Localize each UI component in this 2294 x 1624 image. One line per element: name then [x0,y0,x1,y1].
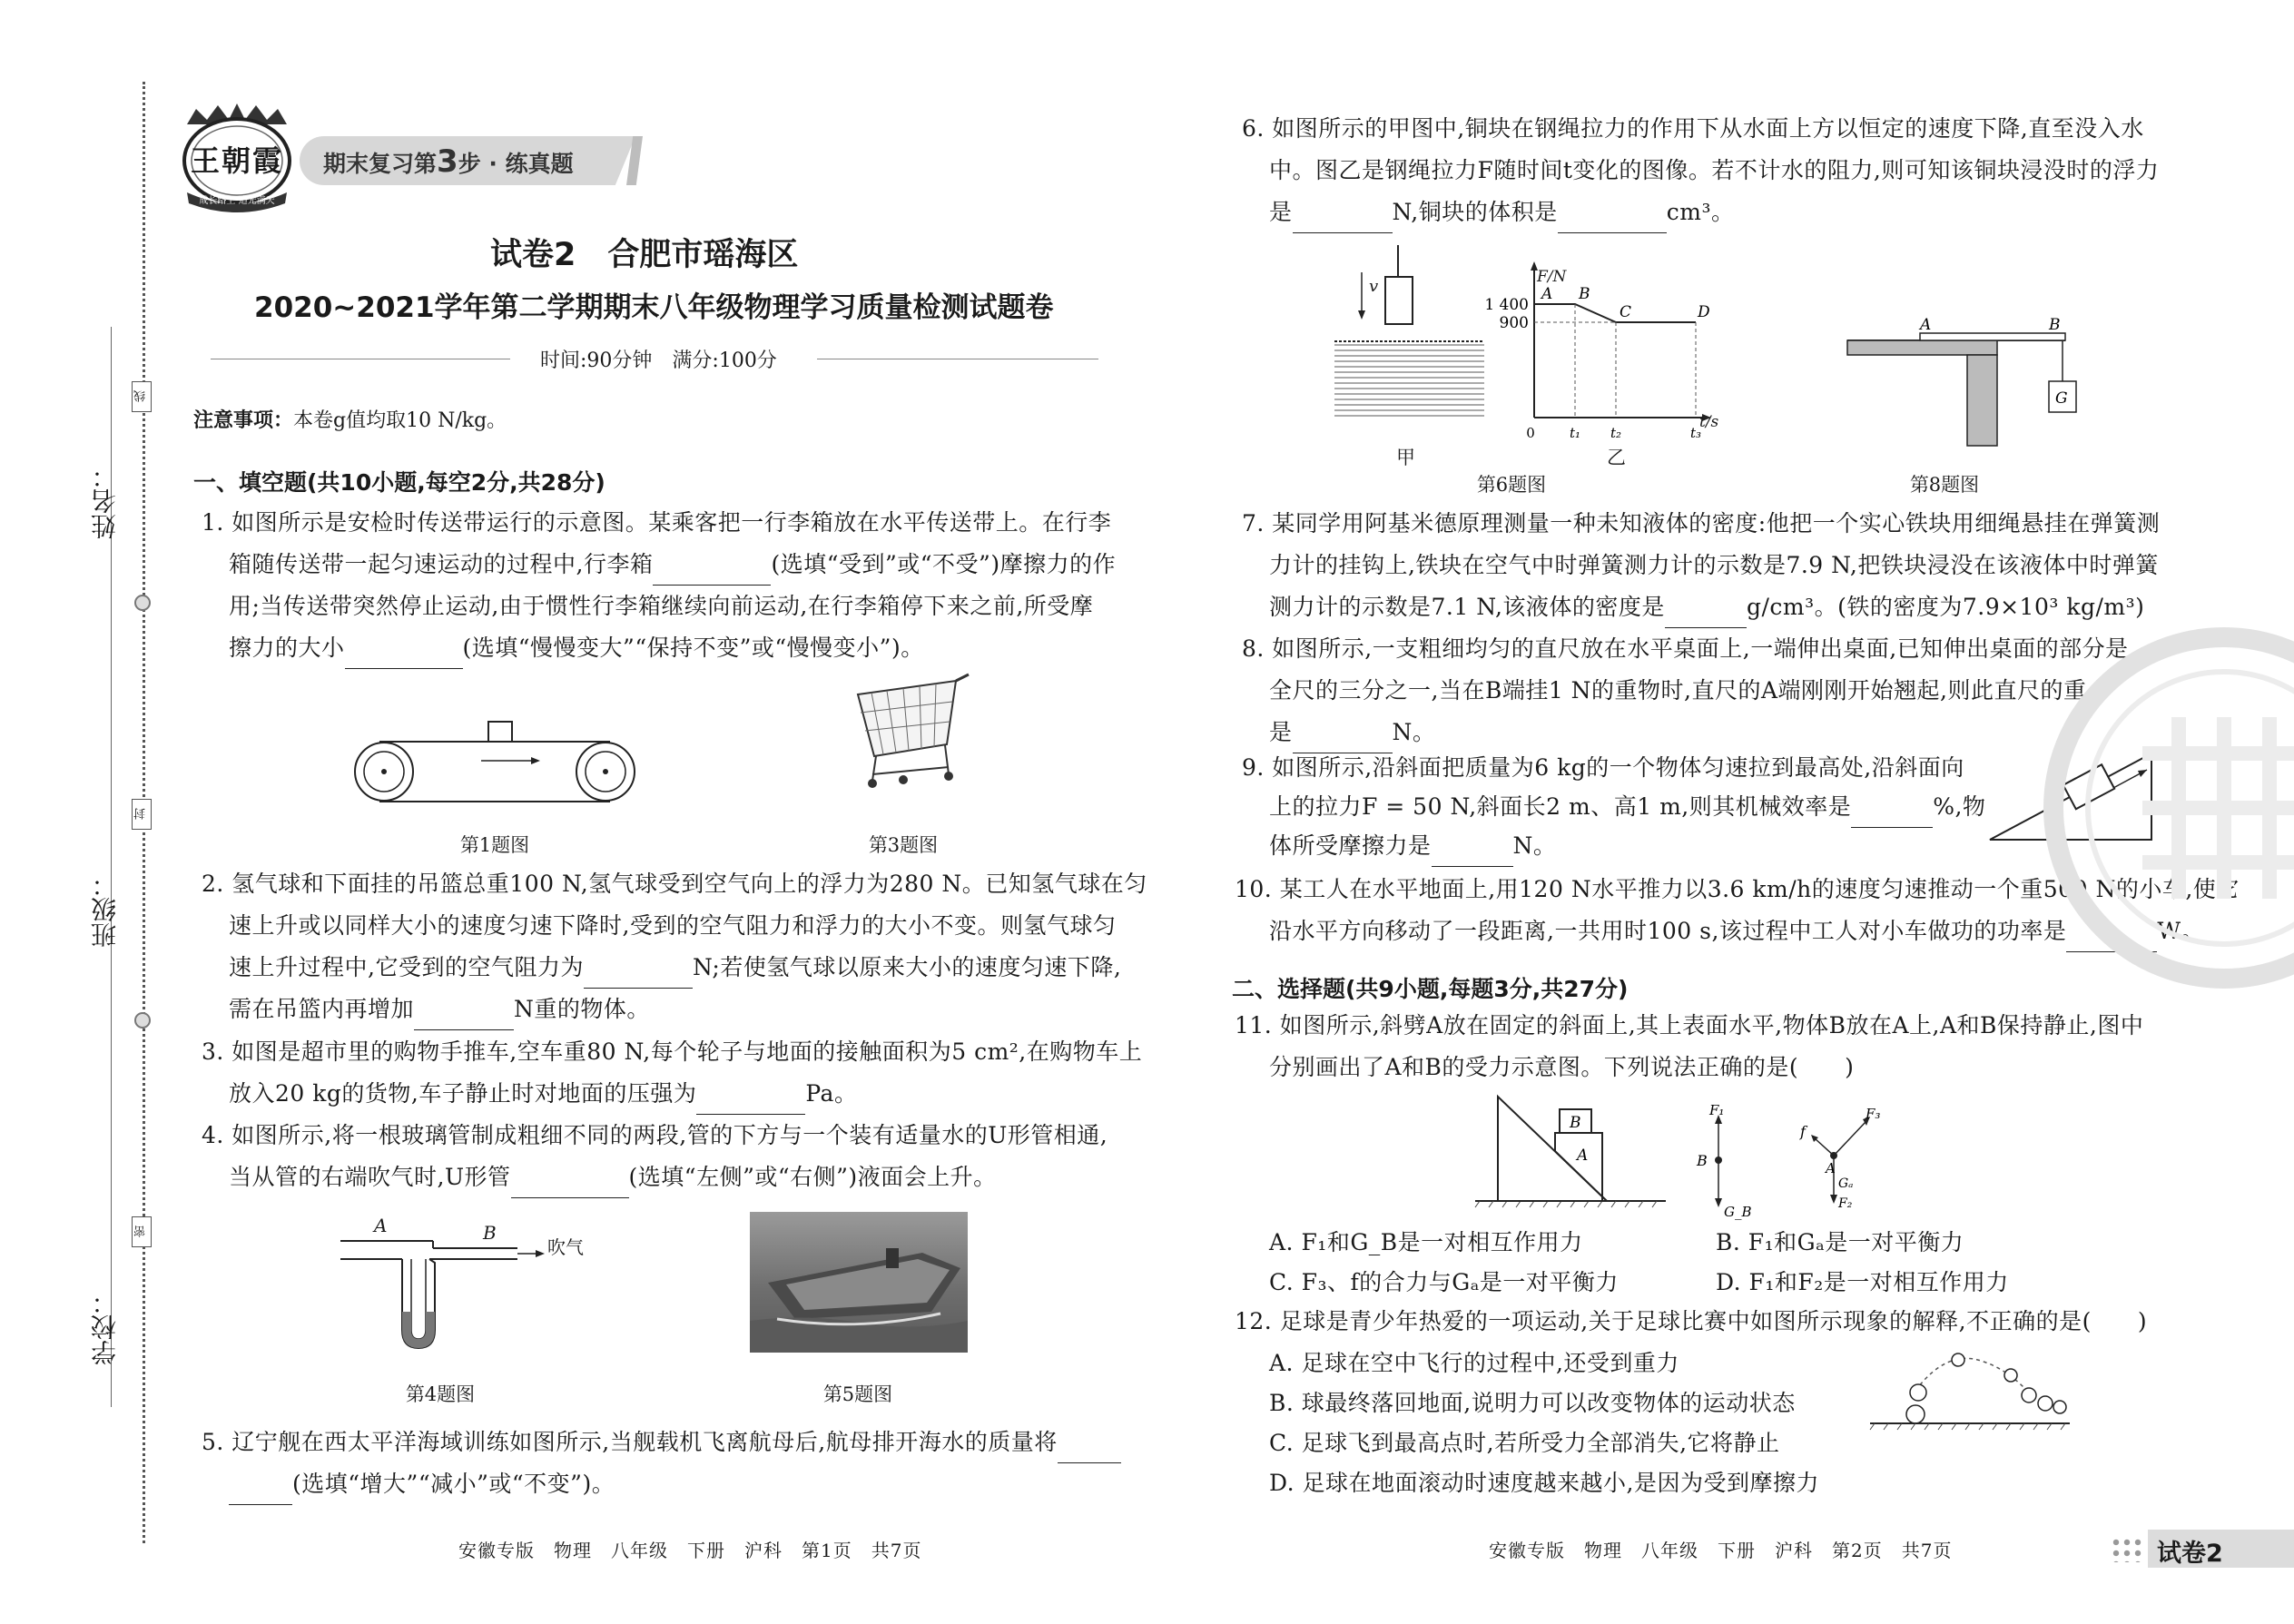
binding-mark-seal: 封 [132,799,152,830]
q5-line2-text: (选填“增大”“减小”或“不变”)。 [292,1471,615,1497]
q9-blank-2[interactable] [1432,842,1513,867]
q11-line1: 11. 如图所示,斜劈A放在固定的斜面上,其上表面水平,物体B放在A上,A和B保持静止,图中 [1235,1012,2144,1038]
figure-1-conveyor [354,717,635,808]
force-a-point-label: A [1826,1160,1836,1176]
banner-prefix: 期末复习第 [323,151,438,177]
name-label: 姓名： [90,463,120,539]
q6-line3-c: cm³。 [1666,199,1735,225]
figure-5-photo [750,1212,968,1353]
force-gb-label: G_B [1724,1204,1752,1220]
force-f-small-label: f [1800,1123,1806,1140]
q4-blank[interactable] [511,1173,629,1198]
q6-line3 [1269,192,1734,233]
weight-g-label: G [2055,389,2068,408]
figure-6-caption: 第6题图 [1476,474,1547,496]
force-f2-label: F₂ [1838,1196,1853,1211]
water-hatch [1334,345,1484,416]
exam-meta: 时间:90分钟 满分:100分 [540,349,777,372]
figure-3-caption: 第3题图 [868,834,939,856]
figure-6-xlabel: t/s [1699,413,1719,431]
force-f3-label: F₃ [1866,1106,1881,1122]
q1-line2-a: 箱随传送带一起匀速运动的过程中,行李箱 [229,551,654,577]
q6-line3-a: 是 [1269,199,1293,225]
q3-line2-a: 放入20 kg的货物,车子静止时对地面的压强为 [229,1080,697,1107]
q2-line4-a: 需在吊篮内再增加 [229,996,415,1022]
notice-label: 注意事项： [193,409,294,432]
q2-blank-2[interactable] [414,1005,514,1030]
q7-line2: 力计的挂钩上,铁块在空气中时弹簧测力计的示数是7.9 N,把铁块浸没在该液体中时弹簧 [1269,552,2159,578]
binding-circle-2 [134,1012,151,1029]
figure-4-caption: 第4题图 [405,1383,476,1405]
q3-line2-b: Pa。 [805,1080,858,1107]
banner-step: 3 [437,143,458,180]
logo-text: 王朝霞 [190,143,283,178]
q10-line1: 10. 某工人在水平地面上,用120 N水平推力以3.6 km/h的速度匀速推动一个重500 N的小车,使它 [1235,876,2240,902]
q2-line4 [229,989,650,1030]
q11-option-b[interactable]: B. F₁和Gₐ是一对平衡力 [1716,1229,1964,1255]
point-label: B [1579,285,1590,303]
q5-line1-text: 5. 辽宁舰在西太平洋海域训练如图所示,当舰载机飞离航母后,航母排开海水的质量将 [202,1429,1058,1455]
wedge-b-label: B [1570,1114,1581,1132]
q1-blank-2[interactable] [345,644,463,669]
figure-6-jia [1334,245,1489,436]
q5-line1 [202,1422,1121,1463]
figure-6-v-label: v [1369,277,1379,296]
figure-11-force-a [1784,1106,1884,1215]
point-label: D [1698,303,1710,321]
q1-line2-b: (选填“受到”或“不受”)摩擦力的作 [771,551,1117,577]
q1-line2 [229,544,1116,586]
figure-4-label-a: A [374,1215,388,1236]
watermark-seal-icon [2033,626,2294,989]
q2-line1: 2. 氢气球和下面挂的吊篮总重100 N,氢气球受到空气向上的浮力为280 N。已知氢气球在匀 [202,871,1147,897]
q2-blank-1[interactable] [584,963,693,989]
q11-option-d[interactable]: D. F₁和F₂是一对相互作用力 [1716,1269,2009,1295]
x-tick-label: t₃ [1689,425,1702,441]
q9-line2-b: %,物 [1933,793,1986,820]
q2-line3-b: N;若使氢气球以原来大小的速度匀速下降, [692,954,1122,980]
class-label: 班级： [90,871,120,948]
ruler-b-label: B [2049,316,2061,334]
header-banner-text [323,143,574,180]
figure-6-ylabel: F/N [1537,268,1567,286]
q12-option-c[interactable]: C. 足球飞到最高点时,若所受力全部消失,它将静止 [1269,1430,1780,1456]
paper-title: 试卷2 合肥市瑶海区 [490,237,799,273]
q8-line3-b: N。 [1392,719,1436,745]
q7-blank[interactable] [1665,603,1747,628]
y-tick-label: 1 400 [1484,296,1529,314]
notice [193,405,507,433]
q7-line3-a: 测力计的示数是7.1 N,该液体的密度是 [1269,594,1665,620]
q12-line1: 12. 足球是青少年热爱的一项运动,关于足球比赛中如图所示现象的解释,不正确的是( ) [1235,1308,2148,1334]
q9-line3 [1269,825,1556,867]
notice-text: 本卷g值均取10 N/kg。 [293,409,507,432]
q9-line3-b: N。 [1512,832,1557,859]
carrier-icon [750,1212,968,1353]
q11-option-a[interactable]: A. F₁和G_B是一对相互作用力 [1269,1229,1583,1255]
q6-line3-b: N,铜块的体积是 [1392,199,1558,225]
q1-line3: 用;当传送带突然停止运动,由于惯性行李箱继续向前运动,在行李箱停下来之前,所受摩 [229,593,1094,619]
section-2-title: 二、选择题(共9小题,每题3分,共27分) [1232,976,1629,1002]
paper-subtitle: 2020~2021学年第二学期期末八年级物理学习质量检测试题卷 [254,291,1054,324]
footer-tag-text: 试卷2 [2157,1540,2223,1568]
q4-line2-b: (选填“左侧”或“右侧”)液面会上升。 [628,1164,997,1190]
footer-right: 安徽专版 物理 八年级 下册 沪科 第2页 共7页 [1489,1540,1953,1561]
q2-line4-b: N重的物体。 [514,996,650,1022]
figure-1-caption: 第1题图 [459,834,530,856]
binding-mark-line: 线 [132,381,152,412]
figure-4-blow-label: 吹气 [547,1236,584,1258]
point-label: A [1541,285,1553,303]
q3-blank[interactable] [696,1089,805,1115]
figure-6-chart [1484,263,1734,445]
q9-line3-a: 体所受摩擦力是 [1269,832,1432,859]
q3-line1: 3. 如图是超市里的购物手推车,空车重80 N,每个轮子与地面的接触面积为5 cm²,在购物车上 [202,1038,1143,1065]
q2-line3-a: 速上升过程中,它受到的空气阻力为 [229,954,584,980]
q11-option-c[interactable]: C. F₃、f的合力与Gₐ是一对平衡力 [1269,1269,1619,1295]
q6-line1: 6. 如图所示的甲图中,铜块在钢绳拉力的作用下从水面上方以恒定的速度下降,直至没入水 [1242,115,2144,142]
q4-line2-a: 当从管的右端吹气时,U形管 [229,1164,511,1190]
q8-line2: 全尺的三分之一,当在B端挂1 N的重物时,直尺的A端刚刚开始翘起,则此直尺的重 [1269,677,2087,704]
figure-3-cart [849,676,976,794]
q9-blank-1[interactable] [1851,802,1933,828]
q5-blank-b[interactable] [229,1480,292,1505]
binding-mark-secret: 密 [132,1216,152,1247]
wedge-a-label: A [1577,1147,1589,1165]
banner-tail: 步 · 练真题 [458,151,574,177]
q6-blank-1[interactable] [1293,208,1393,233]
point-label: C [1620,303,1632,321]
footer-left: 安徽专版 物理 八年级 下册 沪科 第1页 共7页 [458,1540,922,1561]
figure-5-caption: 第5题图 [822,1383,893,1405]
x-tick-label: t₁ [1569,425,1581,441]
q10-line2-b: W。 [2157,918,2205,944]
q9-line2 [1269,786,1985,828]
q2-line2: 速上升或以同样大小的速度匀速下降时,受到的空气阻力和浮力的大小不变。则氢气球匀 [229,912,1117,939]
ruler-a-label: A [1920,316,1932,334]
footer-tag [2148,1530,2294,1568]
figure-8-caption: 第8题图 [1909,474,1980,496]
school-label: 学校： [90,1289,120,1365]
q11-line2: 分别画出了A和B的受力示意图。下列说法正确的是( ) [1269,1054,1855,1080]
force-b-point-label: B [1697,1152,1708,1169]
q1-blank-1[interactable] [653,560,771,586]
q8-line1: 8. 如图所示,一支粗细均匀的直尺放在水平桌面上,一端伸出桌面,已知伸出桌面的部分是 [1242,635,2129,662]
force-line [1534,304,1696,322]
q2-line3 [229,947,1121,989]
q7-line1: 7. 某同学用阿基米德原理测量一种未知液体的密度:他把一个实心铁块用细绳悬挂在弹簧测 [1242,510,2161,536]
q6-line2: 中。图乙是钢绳拉力F随时间t变化的图像。若不计水的阻力,则可知该铜块浸没时的浮力 [1269,157,2160,183]
q12-option-d[interactable]: D. 足球在地面滚动时速度越来越小,是因为受到摩擦力 [1269,1470,1819,1496]
q1-line4-a: 擦力的大小 [229,635,345,661]
x-tick-label: t₂ [1610,425,1622,441]
x-tick-label: 0 [1526,425,1535,441]
figure-4-label-b: B [483,1222,497,1244]
q1-line4-b: (选填“慢慢变大”“保持不变”或“慢慢变小”)。 [462,635,924,661]
q12-option-b[interactable]: B. 球最终落回地面,说明力可以改变物体的运动状态 [1269,1390,1796,1416]
q5-blank-a[interactable] [1058,1438,1121,1463]
q10-line2-a: 沿水平方向移动了一段距离,一共用时100 s,该过程中工人对小车做功的功率是 [1269,918,2067,944]
q12-option-a[interactable]: A. 足球在空中飞行的过程中,还受到重力 [1269,1350,1679,1376]
q9-line2-a: 上的拉力F = 50 N,斜面长2 m、高1 m,则其机械效率是 [1269,793,1852,820]
figure-12-football [1866,1353,2074,1434]
q6-blank-2[interactable] [1558,208,1667,233]
q8-line3-a: 是 [1269,719,1293,745]
brand-logo [178,102,296,211]
figure-6-yi-label: 乙 [1607,447,1626,468]
q4-line1: 4. 如图所示,将一根玻璃管制成粗细不同的两段,管的下方与一个装有适量水的U形管相通, [202,1122,1108,1148]
q1-line1: 1. 如图所示是安检时传送带运行的示意图。某乘客把一行李箱放在水平传送带上。在行李 [202,509,1112,536]
q4-line2 [229,1156,997,1198]
section-1-title: 一、填空题(共10小题,每空2分,共28分) [193,469,605,496]
q7-line3 [1269,586,2144,628]
force-f1-label: F₁ [1709,1102,1725,1118]
figure-11-force-b [1693,1102,1752,1220]
q7-line3-b: g/cm³。(铁的密度为7.9×10³ kg/m³) [1746,594,2145,620]
y-tick-label: 900 [1499,314,1529,332]
logo-sub: 成长路上 追光满天 [199,196,275,206]
figure-6-jia-label: 甲 [1396,447,1415,468]
figure-11-wedge [1475,1097,1675,1210]
q9-line1: 9. 如图所示,沿斜面把质量为6 kg的一个物体匀速拉到最高处,沿斜面向 [1242,754,1964,781]
force-ga-label: Gₐ [1838,1176,1854,1191]
figure-8-ruler [1847,316,2092,449]
footer-dots [2111,1537,2143,1562]
q3-line2 [229,1073,857,1115]
binding-circle-1 [134,595,151,611]
q5-line2 [229,1463,615,1505]
q1-line4 [229,627,924,669]
